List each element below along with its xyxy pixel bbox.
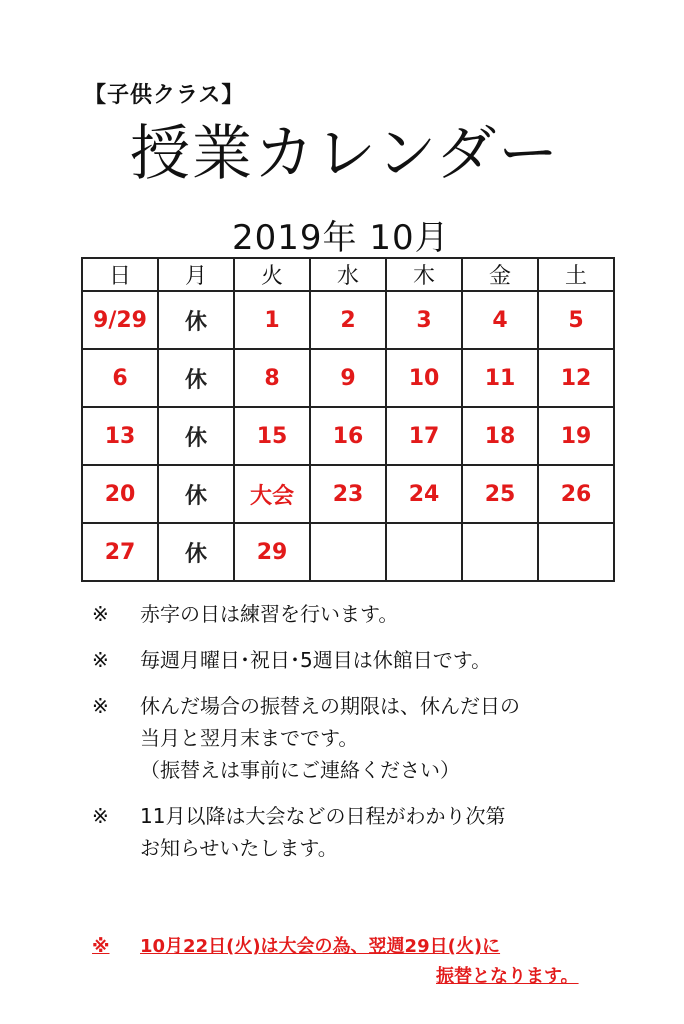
calendar-day-cell: 大会 <box>234 465 310 523</box>
page-title: 授業カレンダー <box>130 119 561 189</box>
calendar-empty-cell <box>462 523 538 581</box>
weekday-fri: 金 <box>462 258 538 291</box>
calendar-day-cell: 2 <box>310 291 386 349</box>
calendar-day-cell: 9/29 <box>82 291 158 349</box>
note-text: 赤字の日は練習を行います。 <box>140 602 399 626</box>
calendar-day-cell: 1 <box>234 291 310 349</box>
calendar-day-cell: 29 <box>234 523 310 581</box>
weekday-mon: 月 <box>158 258 234 291</box>
calendar-day-cell: 休 <box>158 349 234 407</box>
calendar-day-cell: 23 <box>310 465 386 523</box>
red-notice <box>92 932 622 992</box>
note-text: 当月と翌月末までです。 <box>140 726 359 750</box>
calendar-week-row <box>82 349 614 407</box>
red-note-text: 10月22日(火)は大会の為、翌週29日(火)に <box>140 936 501 957</box>
calendar-day-cell: 10 <box>386 349 462 407</box>
note-mark: ※ <box>92 648 109 672</box>
calendar-empty-cell <box>310 523 386 581</box>
calendar-day-cell: 4 <box>462 291 538 349</box>
weekday-sun: 日 <box>82 258 158 291</box>
calendar-day-cell: 26 <box>538 465 614 523</box>
note-mark: ※ <box>92 804 109 828</box>
calendar-day-cell: 24 <box>386 465 462 523</box>
red-note-text-2: 振替となります。 <box>436 966 579 987</box>
calendar-empty-cell <box>386 523 462 581</box>
calendar-day-cell: 11 <box>462 349 538 407</box>
notes-section <box>92 598 652 878</box>
calendar-day-cell: 13 <box>82 407 158 465</box>
calendar-day-cell: 8 <box>234 349 310 407</box>
weekday-wed: 水 <box>310 258 386 291</box>
note-1 <box>92 598 652 630</box>
calendar-week-row <box>82 523 614 581</box>
weekday-sat: 土 <box>538 258 614 291</box>
weekday-header-row <box>82 258 614 291</box>
note-text: 毎週月曜日･祝日･5週目は休館日です。 <box>140 648 492 672</box>
calendar-day-cell: 20 <box>82 465 158 523</box>
note-2 <box>92 644 652 676</box>
calendar-day-cell: 6 <box>82 349 158 407</box>
calendar-table <box>81 257 615 582</box>
note-text: 休んだ場合の振替えの期限は、休んだ日の <box>140 694 520 718</box>
calendar-day-cell: 12 <box>538 349 614 407</box>
calendar-day-cell: 9 <box>310 349 386 407</box>
calendar-empty-cell <box>538 523 614 581</box>
calendar-week-row <box>82 407 614 465</box>
class-label: 【子供クラス】 <box>84 83 245 108</box>
calendar-day-cell: 休 <box>158 465 234 523</box>
calendar-day-cell: 25 <box>462 465 538 523</box>
note-3 <box>92 690 652 754</box>
red-note-mark: ※ <box>92 936 110 957</box>
note-text: お知らせいたします。 <box>140 836 338 860</box>
note-text: 11月以降は大会などの日程がわかり次第 <box>140 804 506 828</box>
calendar-day-cell: 休 <box>158 523 234 581</box>
note-mark: ※ <box>92 602 109 626</box>
calendar-week-row <box>82 291 614 349</box>
weekday-thu: 木 <box>386 258 462 291</box>
year-month: 2019年 10月 <box>232 218 450 258</box>
calendar-day-cell: 休 <box>158 407 234 465</box>
calendar-week-row <box>82 465 614 523</box>
calendar-day-cell: 16 <box>310 407 386 465</box>
calendar-day-cell: 27 <box>82 523 158 581</box>
calendar-day-cell: 17 <box>386 407 462 465</box>
weekday-tue: 火 <box>234 258 310 291</box>
calendar-day-cell: 5 <box>538 291 614 349</box>
note-mark: ※ <box>92 694 109 718</box>
calendar-day-cell: 休 <box>158 291 234 349</box>
calendar-day-cell: 3 <box>386 291 462 349</box>
calendar-day-cell: 18 <box>462 407 538 465</box>
calendar-day-cell: 19 <box>538 407 614 465</box>
note-4 <box>92 800 652 864</box>
calendar-day-cell: 15 <box>234 407 310 465</box>
note-3-sub: （振替えは事前にご連絡ください） <box>140 758 460 782</box>
